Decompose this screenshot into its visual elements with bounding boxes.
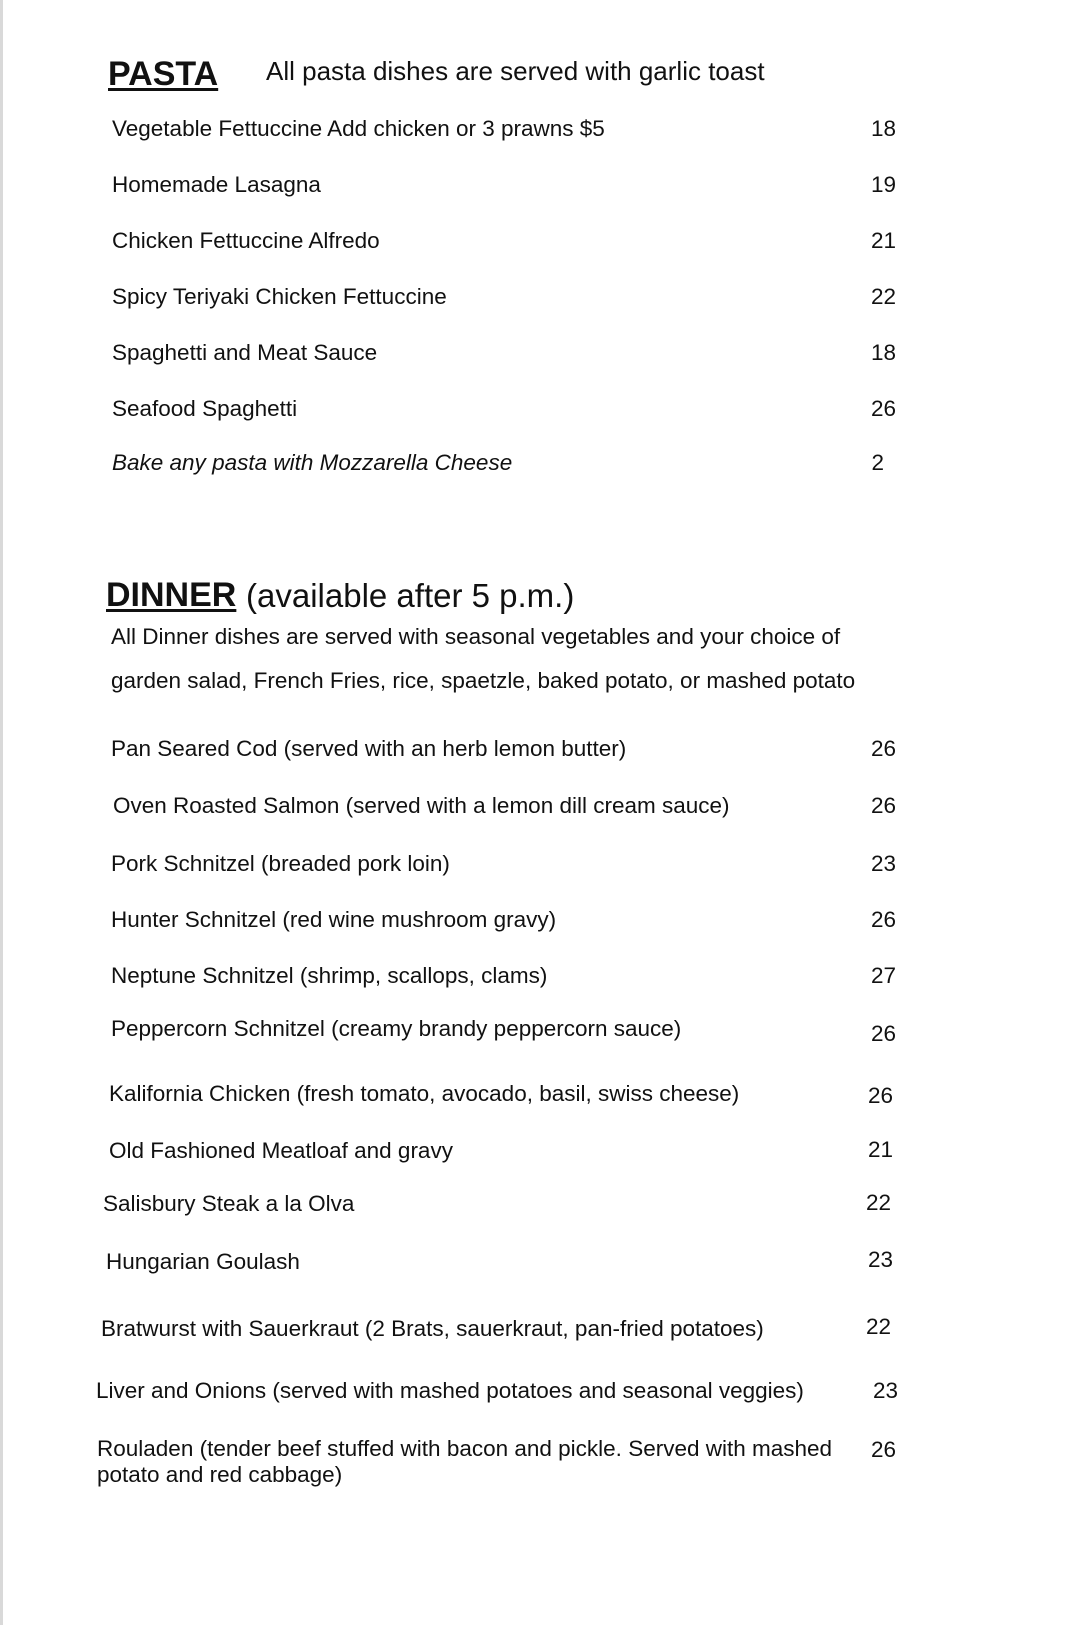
menu-item-name: Homemade Lasagna: [112, 172, 321, 197]
menu-item-price: 22: [865, 1190, 891, 1215]
dinner-availability: (available after 5 p.m.): [246, 577, 575, 614]
menu-item-price: 26: [870, 793, 896, 818]
menu-item-name: Spaghetti and Meat Sauce: [112, 340, 378, 365]
menu-item-price: 22: [870, 284, 896, 309]
menu-item-price: 23: [872, 1378, 898, 1403]
menu-item-price: 26: [870, 1021, 896, 1046]
pasta-note: All pasta dishes are served with garlic toast: [266, 56, 765, 86]
menu-item-name: Neptune Schnitzel (shrimp, scallops, clams): [111, 963, 548, 988]
menu-item-price: 23: [867, 1247, 893, 1272]
dinner-note: All Dinner dishes are served with seasonal vegetables and your choice of: [111, 624, 841, 649]
menu-item-name: Chicken Fettuccine Alfredo: [112, 228, 380, 253]
menu-item-price: 26: [870, 736, 896, 761]
menu-item-price: 26: [870, 907, 896, 932]
menu-item-name: Old Fashioned Meatloaf and gravy: [109, 1138, 453, 1163]
menu-item-name: Hunter Schnitzel (red wine mushroom gravy): [111, 907, 557, 932]
menu-item-name: Pan Seared Cod (served with an herb lemon butter): [111, 736, 627, 761]
menu-item-name: Hungarian Goulash: [106, 1249, 300, 1274]
menu-item-price: 18: [870, 340, 896, 365]
menu-item-name: Liver and Onions (served with mashed potatoes and seasonal veggies): [96, 1378, 804, 1403]
menu-item-price: 21: [867, 1137, 893, 1162]
menu-item-price: 26: [870, 396, 896, 421]
menu-item-price: 23: [870, 851, 896, 876]
menu-item-name: Bake any pasta with Mozzarella Cheese: [112, 450, 513, 475]
menu-item-name: Rouladen (tender beef stuffed with bacon and pickle. Served with mashed potato and red cabbage): [97, 1436, 833, 1487]
pasta-heading: PASTA: [108, 55, 219, 93]
menu-item-name: Peppercorn Schnitzel (creamy brandy peppercorn sauce): [111, 1016, 682, 1041]
menu-item-price: 27: [870, 963, 896, 988]
menu-item-name: Salisbury Steak a la Olva: [103, 1191, 355, 1216]
menu-item-price: 26: [870, 1437, 896, 1462]
menu-item-price: 2: [871, 450, 884, 475]
page-edge: [0, 0, 3, 1625]
dinner-note: garden salad, French Fries, rice, spaetzle, baked potato, or mashed potato: [111, 668, 856, 693]
menu-item-price: 18: [870, 116, 896, 141]
menu-item-name: Pork Schnitzel (breaded pork loin): [111, 851, 450, 876]
menu-item-price: 26: [867, 1083, 893, 1108]
menu-item-name: Bratwurst with Sauerkraut (2 Brats, sauerkraut, pan-fried potatoes): [101, 1316, 764, 1341]
menu-item-name: Spicy Teriyaki Chicken Fettuccine: [112, 284, 447, 309]
menu-item-name: Vegetable Fettuccine Add chicken or 3 prawns $5: [112, 116, 605, 141]
menu-item-name: Oven Roasted Salmon (served with a lemon dill cream sauce): [113, 793, 730, 818]
menu-item-price: 22: [865, 1314, 891, 1339]
menu-item-price: 19: [870, 172, 896, 197]
menu-item-name: Seafood Spaghetti: [112, 396, 298, 421]
menu-item-name: Kalifornia Chicken (fresh tomato, avocado, basil, swiss cheese): [109, 1081, 740, 1106]
menu-item-price: 21: [870, 228, 896, 253]
dinner-heading: DINNER: [106, 576, 237, 614]
